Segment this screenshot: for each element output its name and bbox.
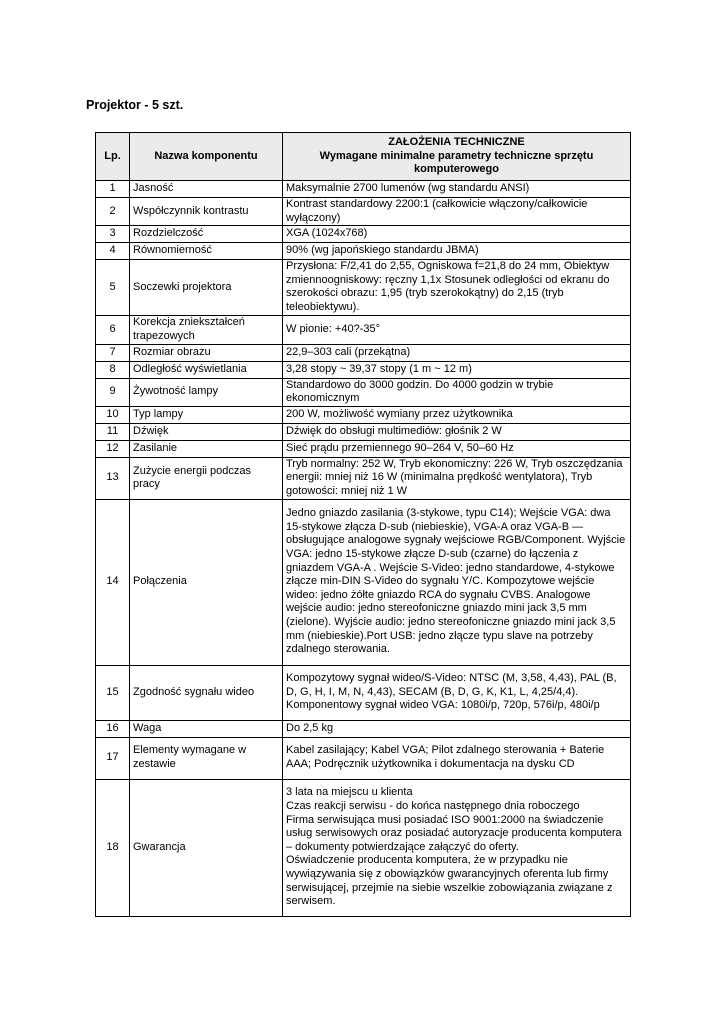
row-number: 14 <box>96 499 130 665</box>
component-name: Żywotność lampy <box>130 378 283 406</box>
row-number: 4 <box>96 243 130 260</box>
requirement-value: W pionie: +40?-35° <box>283 315 631 344</box>
table-row <box>96 440 631 457</box>
row-number: 15 <box>96 665 130 720</box>
requirement-value: Jedno gniazdo zasilania (3-stykowe, typu C14); Wejście VGA: dwa 15-stykowe złącza D-sub (niebieskie), VGA-A oraz VGA-B — obsługujące analogowe sygnały wejściowe RGB/Component. Wyjście VGA: jedno 15-stykowe złącze D-sub (czarne) do łączenia z gniazdem VGA-A . Wejście S-Video: jedno standardowe, 4-stykowe złącze min-DIN S-Video do sygnału Y/C. Kompozytowe wejście wideo: jedno żółte gniazdo RCA do sygnału CVBS. Analogowe wejście audio: jedno stereofoniczne gniazdo mini jack 3,5 mm (zielone). Wyjście audio: jedno stereofoniczne gniazdo mini jack 3,5 mm (niebieskie).Port USB: jedno złącze typu slave na potrzeby zdalnego sterowania. <box>283 499 631 665</box>
requirement-value: Tryb normalny: 252 W, Tryb ekonomiczny: 226 W, Tryb oszczędzania energii: mniej niż 16 W (minimalna prędkość wentylatora), Tryb gotowości: mniej niż 1 W <box>283 457 631 499</box>
component-name: Zgodność sygnału wideo <box>130 665 283 720</box>
component-name: Waga <box>130 720 283 737</box>
table-row <box>96 198 631 226</box>
row-number: 2 <box>96 198 130 226</box>
row-number: 11 <box>96 423 130 440</box>
row-number: 13 <box>96 457 130 499</box>
row-number: 8 <box>96 361 130 378</box>
header-requirements-subtitle: Wymagane minimalne parametry techniczne sprzętu komputerowego <box>319 149 594 176</box>
row-number: 9 <box>96 378 130 406</box>
requirement-value: XGA (1024x768) <box>283 226 631 243</box>
row-number: 16 <box>96 720 130 737</box>
component-name: Dźwięk <box>130 423 283 440</box>
row-number: 18 <box>96 779 130 916</box>
component-name: Korekcja zniekształceń trapezowych <box>130 315 283 344</box>
requirement-value: Standardowo do 3000 godzin. Do 4000 godzin w trybie ekonomicznym <box>283 378 631 406</box>
requirement-value: 90% (wg japońskiego standardu JBMA) <box>283 243 631 260</box>
component-name: Rozmiar obrazu <box>130 344 283 361</box>
requirement-value: Kontrast standardowy 2200:1 (całkowicie włączony/całkowicie wyłączony) <box>283 198 631 226</box>
table-row <box>96 720 631 737</box>
requirement-value: Sieć prądu przemiennego 90–264 V, 50–60 Hz <box>283 440 631 457</box>
table-row <box>96 181 631 198</box>
component-name: Zużycie energii podczas pracy <box>130 457 283 499</box>
page-title: Projektor - 5 szt. <box>86 98 184 112</box>
table-row <box>96 344 631 361</box>
requirement-value: Przysłona: F/2,41 do 2,55, Ogniskowa f=21,8 do 24 mm, Obiektyw zmiennoogniskowy: ręczny 1,1x Stosunek odległości od ekranu do szerokości obrazu: 1,95 (tryb szerokokątny) do 2,15 (tryb teleobiektywu). <box>283 260 631 315</box>
header-requirements <box>283 133 631 181</box>
row-number: 3 <box>96 226 130 243</box>
header-lp: Lp. <box>96 133 130 181</box>
row-number: 1 <box>96 181 130 198</box>
requirement-value: 22,9–303 cali (przekątna) <box>283 344 631 361</box>
spec-table <box>95 132 631 917</box>
table-row <box>96 260 631 315</box>
table-row <box>96 406 631 423</box>
table-row <box>96 457 631 499</box>
requirement-value: 200 W, możliwość wymiany przez użytkownika <box>283 406 631 423</box>
component-name: Elementy wymagane w zestawie <box>130 737 283 779</box>
component-name: Odległość wyświetlania <box>130 361 283 378</box>
requirement-value: 3 lata na miejscu u klienta Czas reakcji serwisu - do końca następnego dnia roboczego Firma serwisująca musi posiadać ISO 9001:2000 na świadczenie usług serwisowych oraz posiadać autoryzacje producenta komputera – dokumenty potwierdzające załączyć do oferty. Oświadczenie producenta komputera, że w przypadku nie wywiązywania się z obowiązków gwarancyjnych oferenta lub firmy serwisującej, przejmie na siebie wszelkie zobowiązania związane z serwisem. <box>283 779 631 916</box>
requirement-value: Maksymalnie 2700 lumenów (wg standardu ANSI) <box>283 181 631 198</box>
component-name: Zasilanie <box>130 440 283 457</box>
component-name: Równomierność <box>130 243 283 260</box>
component-name: Gwarancja <box>130 779 283 916</box>
requirement-value: Kompozytowy sygnał wideo/S-Video: NTSC (M, 3,58, 4,43), PAL (B, D, G, H, I, M, N, 4,43), SECAM (B, D, G, K, K1, L, 4,25/4,4). Komponentowy sygnał wideo VGA: 1080i/p, 720p, 576i/p, 480i/p <box>283 665 631 720</box>
table-row <box>96 737 631 779</box>
requirement-value: Kabel zasilający; Kabel VGA; Pilot zdalnego sterowania + Baterie AAA; Podręcznik użytkownika i dokumentacja na dysku CD <box>283 737 631 779</box>
row-number: 17 <box>96 737 130 779</box>
table-row <box>96 243 631 260</box>
table-row <box>96 665 631 720</box>
row-number: 10 <box>96 406 130 423</box>
table-row <box>96 226 631 243</box>
table-row <box>96 378 631 406</box>
row-number: 7 <box>96 344 130 361</box>
component-name: Typ lampy <box>130 406 283 423</box>
header-requirements-title: ZAŁOŻENIA TECHNICZNE <box>388 136 525 149</box>
table-row <box>96 499 631 665</box>
component-name: Współczynnik kontrastu <box>130 198 283 226</box>
component-name: Rozdzielczość <box>130 226 283 243</box>
requirement-value: Do 2,5 kg <box>283 720 631 737</box>
component-name: Jasność <box>130 181 283 198</box>
requirement-value: 3,28 stopy ~ 39,37 stopy (1 m ~ 12 m) <box>283 361 631 378</box>
table-row <box>96 315 631 344</box>
requirement-value: Dźwięk do obsługi multimediów: głośnik 2 W <box>283 423 631 440</box>
table-row <box>96 361 631 378</box>
row-number: 6 <box>96 315 130 344</box>
row-number: 12 <box>96 440 130 457</box>
table-header-row <box>96 133 631 181</box>
header-name: Nazwa komponentu <box>130 133 283 181</box>
component-name: Soczewki projektora <box>130 260 283 315</box>
component-name: Połączenia <box>130 499 283 665</box>
table-row <box>96 423 631 440</box>
table-row <box>96 779 631 916</box>
row-number: 5 <box>96 260 130 315</box>
